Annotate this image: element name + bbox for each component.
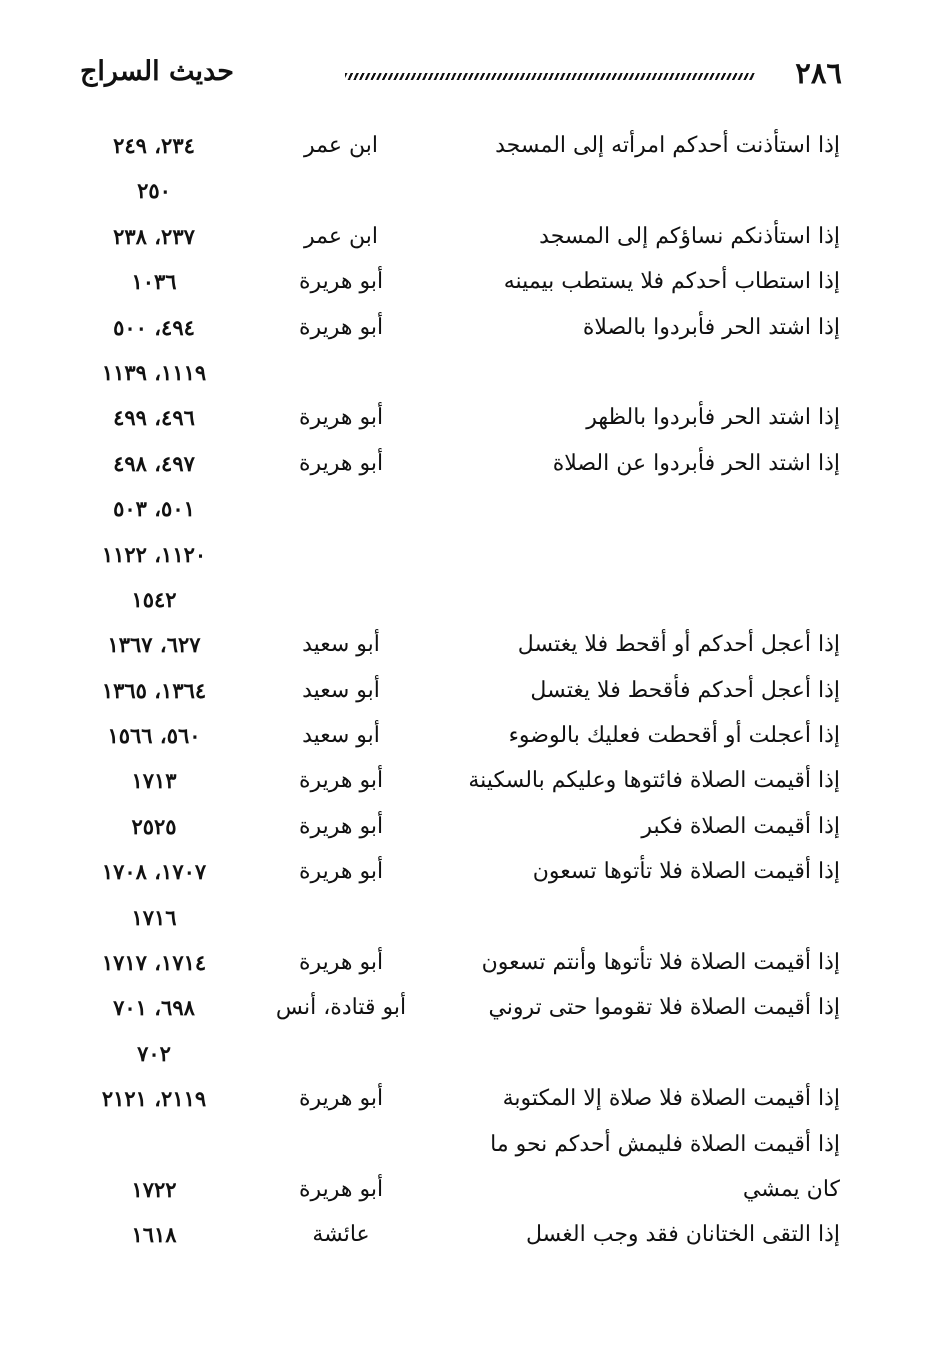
hadith-references: ١٧١٤، ١٧١٧ — [101, 950, 207, 976]
narrator-name: أبو سعيد — [302, 677, 380, 703]
hadith-references: ١٥٤٢ — [131, 586, 177, 612]
hadith-references: ١٧٢٢ — [131, 1176, 177, 1202]
index-row — [0, 399, 932, 444]
hadith-text: إذا استطاب أحدكم فلا يستطب بيمينه — [503, 269, 840, 295]
index-row — [0, 309, 932, 354]
hadith-text: إذا أقيمت الصلاة فليمش أحدكم نحو ما — [490, 1131, 840, 1157]
hadith-index-table — [0, 127, 932, 1262]
hadith-references: ١٧٠٧، ١٧٠٨ — [101, 859, 207, 885]
hadith-text: إذا أقيمت الصلاة فائتوها وعليكم بالسكينة — [468, 768, 840, 794]
hadith-text: إذا أعجلت أو أقحطت فعليك بالوضوء — [508, 723, 840, 749]
hadith-references: ٢٣٤، ٢٤٩ — [113, 133, 195, 158]
index-row — [0, 581, 932, 626]
narrator-name: أبو سعيد — [302, 632, 380, 658]
hadith-text: إذا التقى الختانان فقد وجب الغسل — [526, 1222, 840, 1248]
hadith-references: ١٠٣٦ — [131, 269, 177, 295]
index-row — [0, 672, 932, 717]
index-row — [0, 989, 932, 1034]
index-row — [0, 172, 932, 217]
narrator-name: أبو هريرة — [298, 450, 384, 476]
hadith-text: إذا أعجل أحدكم فأقحط فلا يغتسل — [530, 677, 840, 703]
hadith-references: ٦٢٧، ١٣٦٧ — [107, 632, 201, 658]
hadith-text: إذا أقيمت الصلاة فلا صلاة إلا المكتوبة — [502, 1086, 840, 1112]
narrator-name: أبو هريرة — [298, 269, 384, 295]
hadith-references: ٦٩٨، ٧٠١ — [113, 995, 195, 1021]
hadith-text: إذا استأذنت أحدكم امرأته إلى المسجد — [495, 133, 840, 158]
index-row — [0, 445, 932, 490]
narrator-name: أبو هريرة — [298, 1176, 384, 1202]
hadith-references: ٢٥٢٥ — [131, 813, 177, 839]
index-row — [0, 717, 932, 762]
narrator-name: أبو هريرة — [298, 950, 384, 976]
hadith-text: إذا أقيمت الصلاة فلا تأتوها تسعون — [532, 859, 840, 885]
index-row — [0, 1171, 932, 1216]
page-header — [60, 52, 850, 96]
hadith-text: إذا استأذنكم نساؤكم إلى المسجد — [539, 223, 840, 249]
narrator-name: أبو قتادة، أنس — [275, 995, 407, 1021]
narrator-name: أبو هريرة — [298, 768, 384, 794]
hadith-text: إذا أقيمت الصلاة فلا تأتوها وأنتم تسعون — [481, 950, 840, 976]
index-row — [0, 1035, 932, 1080]
narrator-name: ابن عمر — [304, 223, 378, 249]
hadith-references: ٤٩٤، ٥٠٠ — [113, 314, 195, 340]
hadith-references: ٢٥٠ — [137, 178, 171, 204]
hadith-references: ٥٠١، ٥٠٣ — [113, 496, 195, 522]
hadith-references: ١٣٦٤، ١٣٦٥ — [101, 677, 207, 703]
hadith-text: إذا أقيمت الصلاة فكبر — [641, 813, 840, 839]
hadith-text: إذا أعجل أحدكم أو أقحط فلا يغتسل — [517, 632, 840, 658]
narrator-name: أبو هريرة — [298, 813, 384, 839]
index-row — [0, 944, 932, 989]
hadith-references: ٤٩٧، ٤٩٨ — [113, 450, 195, 476]
hadith-references: ١٧١٦ — [131, 904, 177, 930]
hadith-references: ٢١١٩، ٢١٢١ — [101, 1086, 207, 1112]
index-row — [0, 1126, 932, 1171]
hadith-references: ٧٠٢ — [137, 1040, 171, 1066]
index-row — [0, 490, 932, 535]
narrator-name: أبو سعيد — [302, 723, 380, 749]
hadith-references: ٢٣٧، ٢٣٨ — [113, 223, 195, 249]
hadith-references: ١٦١٨ — [131, 1222, 177, 1248]
hadith-references: ١٧١٣ — [131, 768, 177, 794]
index-row — [0, 762, 932, 807]
page-number: ٢٨٦ — [795, 56, 842, 90]
hadith-text: إذا اشتد الحر فأبردوا بالصلاة — [582, 314, 840, 340]
narrator-name: أبو هريرة — [298, 314, 384, 340]
hadith-references: ٥٦٠، ١٥٦٦ — [107, 723, 201, 749]
narrator-name: ابن عمر — [304, 133, 378, 158]
index-row — [0, 808, 932, 853]
index-row — [0, 127, 932, 172]
narrator-name: أبو هريرة — [298, 859, 384, 885]
narrator-name: عائشة — [312, 1222, 370, 1248]
index-row — [0, 218, 932, 263]
book-title: حديث السراج — [80, 56, 234, 87]
hadith-text: كان يمشي — [742, 1176, 840, 1202]
hadith-text: إذا أقيمت الصلاة فلا تقوموا حتى تروني — [488, 995, 840, 1021]
hadith-text: إذا اشتد الحر فأبردوا بالظهر — [586, 405, 840, 431]
index-row — [0, 354, 932, 399]
index-row — [0, 853, 932, 898]
index-row — [0, 263, 932, 308]
narrator-name: أبو هريرة — [298, 1086, 384, 1112]
hadith-references: ١١٢٠، ١١٢٢ — [101, 541, 207, 567]
index-row — [0, 899, 932, 944]
index-row — [0, 536, 932, 581]
hadith-text: إذا اشتد الحر فأبردوا عن الصلاة — [552, 450, 840, 476]
index-row — [0, 1216, 932, 1261]
header-divider — [345, 73, 755, 80]
index-row — [0, 1080, 932, 1125]
narrator-name: أبو هريرة — [298, 405, 384, 431]
hadith-references: ١١١٩، ١١٣٩ — [101, 359, 207, 385]
index-row — [0, 626, 932, 671]
hadith-references: ٤٩٦، ٤٩٩ — [113, 405, 195, 431]
